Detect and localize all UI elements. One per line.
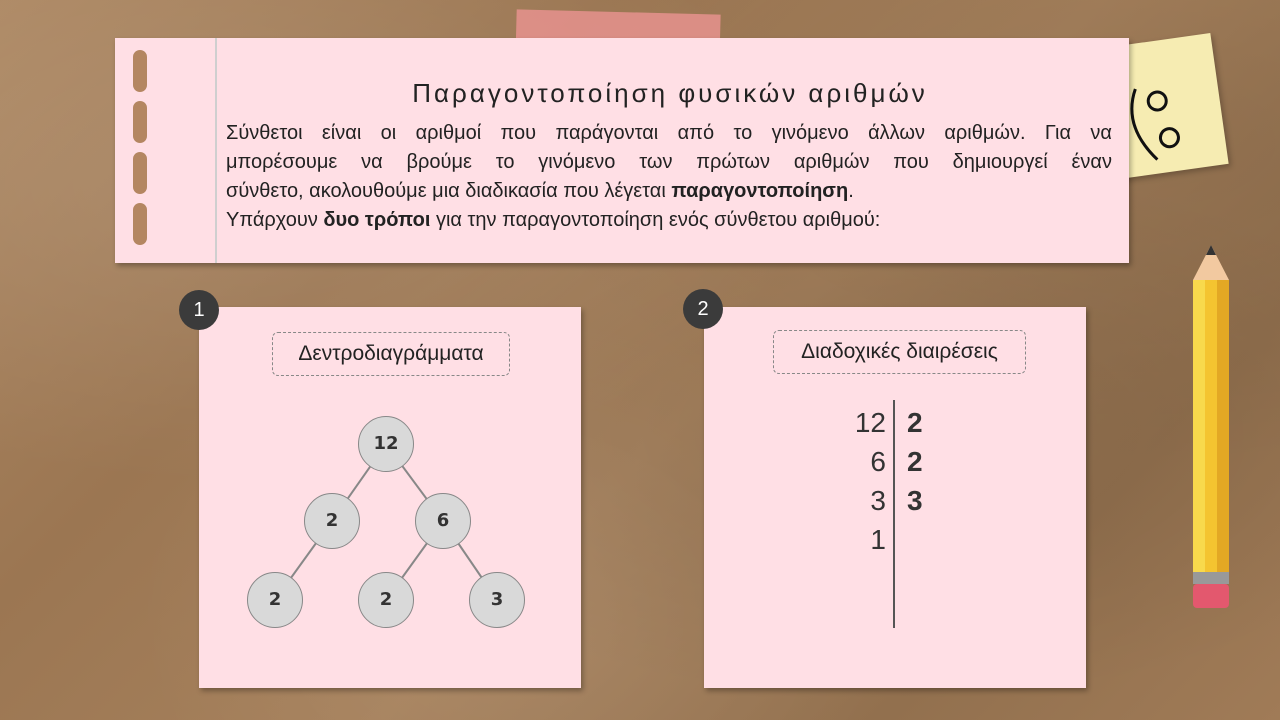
intro-line-3-end: . [848,180,854,202]
intro-line-3-text: σύνθετο, ακολουθούμε μια διαδικασία που λέγεται [226,180,672,202]
page-title: Παραγοντοποίηση φυσικών αριθμών [412,78,928,108]
tree-node-right: 6 [415,493,471,549]
tree-node-left: 2 [304,493,360,549]
intro-line-4-text: Υπάρχουν [226,209,324,231]
pencil-icon [1193,245,1233,611]
intro-line-4-end: για την παραγοντοποίηση ενός σύνθετου αριθμού: [430,209,881,231]
tree-node-leaf: 3 [469,572,525,628]
method-number-badge: 1 [179,290,219,330]
division-number: 1 [870,524,886,555]
division-number: 12 [854,407,886,438]
method-number-badge: 2 [683,289,723,329]
intro-line-1: Σύνθετοι είναι οι αριθμοί που παράγονται από το γινόμενο άλλων αριθμών. Για να [226,122,1112,144]
division-factor: 2 [907,446,923,477]
tree-node-root: 12 [358,416,414,472]
method-label: Διαδοχικές διαιρέσεις [773,330,1026,374]
method-label: Δεντροδιαγράμματα [272,332,510,376]
division-factor: 3 [907,485,923,516]
term-two-ways: δυο τρόποι [323,209,431,231]
division-line [893,400,895,628]
intro-line-2: μπορέσουμε να βρούμε το γινόμενο των πρώτων αριθμών που δημιουργεί έναν [226,151,1112,173]
division-number: 6 [870,446,886,477]
term-factorization: παραγοντοποίηση [671,180,849,202]
tree-node-leaf: 2 [358,572,414,628]
division-factor: 2 [907,407,923,438]
tree-node-leaf: 2 [247,572,303,628]
division-number: 3 [870,485,886,516]
